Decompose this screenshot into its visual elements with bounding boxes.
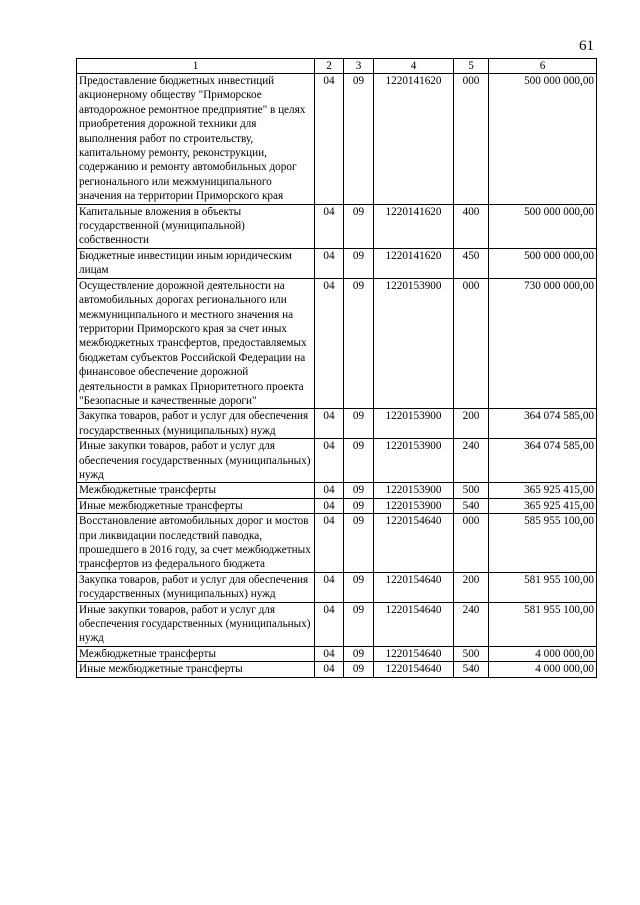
row-name-cell: Иные межбюджетные трансферты — [77, 662, 315, 677]
row-name-cell: Иные межбюджетные трансферты — [77, 498, 315, 513]
row-name-cell: Восстановление автомобильных дорог и мостов при ликвидации последствий паводка, прошедшего в 2016 году, за счет межбюджетных трансфертов из федерального бюджета — [77, 514, 315, 573]
target-code-cell: 1220154640 — [374, 514, 454, 573]
table-row — [77, 74, 597, 205]
subsection-code-cell: 09 — [344, 498, 374, 513]
expense-type-cell: 000 — [454, 74, 489, 205]
target-code-cell: 1220154640 — [374, 602, 454, 646]
table-row — [77, 483, 597, 498]
row-name-cell: Капитальные вложения в объекты государственной (муниципальной) собственности — [77, 204, 315, 248]
section-code-cell: 04 — [315, 439, 344, 483]
amount-cell: 364 074 585,00 — [489, 439, 597, 483]
expense-type-cell: 240 — [454, 602, 489, 646]
table-row — [77, 602, 597, 646]
expense-type-cell: 450 — [454, 248, 489, 278]
target-code-cell: 1220153900 — [374, 278, 454, 409]
table-row — [77, 409, 597, 439]
section-code-cell: 04 — [315, 602, 344, 646]
subsection-code-cell: 09 — [344, 483, 374, 498]
expense-type-cell: 500 — [454, 483, 489, 498]
page-number: 61 — [579, 38, 594, 54]
amount-cell: 4 000 000,00 — [489, 646, 597, 661]
amount-cell: 365 925 415,00 — [489, 498, 597, 513]
expense-type-cell: 540 — [454, 498, 489, 513]
target-code-cell: 1220153900 — [374, 409, 454, 439]
amount-cell: 4 000 000,00 — [489, 662, 597, 677]
column-header-amount: 6 — [489, 59, 597, 74]
amount-cell: 585 955 100,00 — [489, 514, 597, 573]
table-row — [77, 439, 597, 483]
table-row — [77, 248, 597, 278]
amount-cell: 730 000 000,00 — [489, 278, 597, 409]
amount-cell: 581 955 100,00 — [489, 602, 597, 646]
target-code-cell: 1220154640 — [374, 646, 454, 661]
section-code-cell: 04 — [315, 498, 344, 513]
table-row — [77, 498, 597, 513]
target-code-cell: 1220154640 — [374, 662, 454, 677]
row-name-cell: Межбюджетные трансферты — [77, 646, 315, 661]
expense-type-cell: 200 — [454, 572, 489, 602]
subsection-code-cell: 09 — [344, 74, 374, 205]
table-row — [77, 646, 597, 661]
section-code-cell: 04 — [315, 662, 344, 677]
row-name-cell: Предоставление бюджетных инвестиций акционерному обществу "Приморское автодорожное ремонтное предприятие" в целях приобретения дорожной техники для выполнения работ по строительству, капитальному ремонту, реконструкции, содержанию и ремонту автомобильных дорог регионального или межмуниципального значения на территории Приморского края — [77, 74, 315, 205]
budget-table — [76, 58, 597, 678]
subsection-code-cell: 09 — [344, 439, 374, 483]
row-name-cell: Закупка товаров, работ и услуг для обеспечения государственных (муниципальных) нужд — [77, 409, 315, 439]
section-code-cell: 04 — [315, 248, 344, 278]
table-header-row — [77, 59, 597, 74]
amount-cell: 500 000 000,00 — [489, 74, 597, 205]
table-row — [77, 572, 597, 602]
section-code-cell: 04 — [315, 572, 344, 602]
section-code-cell: 04 — [315, 204, 344, 248]
row-name-cell: Межбюджетные трансферты — [77, 483, 315, 498]
subsection-code-cell: 09 — [344, 248, 374, 278]
section-code-cell: 04 — [315, 409, 344, 439]
column-header-expense-type: 5 — [454, 59, 489, 74]
table-row — [77, 662, 597, 677]
table-row — [77, 278, 597, 409]
target-code-cell: 1220153900 — [374, 483, 454, 498]
expense-type-cell: 200 — [454, 409, 489, 439]
subsection-code-cell: 09 — [344, 514, 374, 573]
table-row — [77, 514, 597, 573]
subsection-code-cell: 09 — [344, 278, 374, 409]
column-header-subsection: 3 — [344, 59, 374, 74]
amount-cell: 500 000 000,00 — [489, 248, 597, 278]
subsection-code-cell: 09 — [344, 572, 374, 602]
target-code-cell: 1220154640 — [374, 572, 454, 602]
row-name-cell: Иные закупки товаров, работ и услуг для обеспечения государственных (муниципальных) нужд — [77, 439, 315, 483]
section-code-cell: 04 — [315, 278, 344, 409]
column-header-section: 2 — [315, 59, 344, 74]
expense-type-cell: 500 — [454, 646, 489, 661]
amount-cell: 364 074 585,00 — [489, 409, 597, 439]
expense-type-cell: 240 — [454, 439, 489, 483]
target-code-cell: 1220141620 — [374, 248, 454, 278]
subsection-code-cell: 09 — [344, 204, 374, 248]
subsection-code-cell: 09 — [344, 646, 374, 661]
section-code-cell: 04 — [315, 646, 344, 661]
amount-cell: 500 000 000,00 — [489, 204, 597, 248]
expense-type-cell: 540 — [454, 662, 489, 677]
expense-type-cell: 000 — [454, 278, 489, 409]
subsection-code-cell: 09 — [344, 662, 374, 677]
amount-cell: 365 925 415,00 — [489, 483, 597, 498]
expense-type-cell: 400 — [454, 204, 489, 248]
target-code-cell: 1220141620 — [374, 74, 454, 205]
expense-type-cell: 000 — [454, 514, 489, 573]
column-header-target-code: 4 — [374, 59, 454, 74]
row-name-cell: Осуществление дорожной деятельности на автомобильных дорогах регионального или межмуниципального и местного значения на территории Приморского края за счет иных межбюджетных трансфертов, предоставляемых бюджетам субъектов Российской Федерации на финансовое обеспечение дорожной деятельности в рамках Приоритетного проекта "Безопасные и качественные дороги" — [77, 278, 315, 409]
target-code-cell: 1220153900 — [374, 439, 454, 483]
section-code-cell: 04 — [315, 514, 344, 573]
row-name-cell: Бюджетные инвестиции иным юридическим лицам — [77, 248, 315, 278]
section-code-cell: 04 — [315, 483, 344, 498]
amount-cell: 581 955 100,00 — [489, 572, 597, 602]
target-code-cell: 1220153900 — [374, 498, 454, 513]
target-code-cell: 1220141620 — [374, 204, 454, 248]
table-row — [77, 204, 597, 248]
subsection-code-cell: 09 — [344, 409, 374, 439]
section-code-cell: 04 — [315, 74, 344, 205]
column-header-name: 1 — [77, 59, 315, 74]
row-name-cell: Иные закупки товаров, работ и услуг для обеспечения государственных (муниципальных) нужд — [77, 602, 315, 646]
row-name-cell: Закупка товаров, работ и услуг для обеспечения государственных (муниципальных) нужд — [77, 572, 315, 602]
subsection-code-cell: 09 — [344, 602, 374, 646]
